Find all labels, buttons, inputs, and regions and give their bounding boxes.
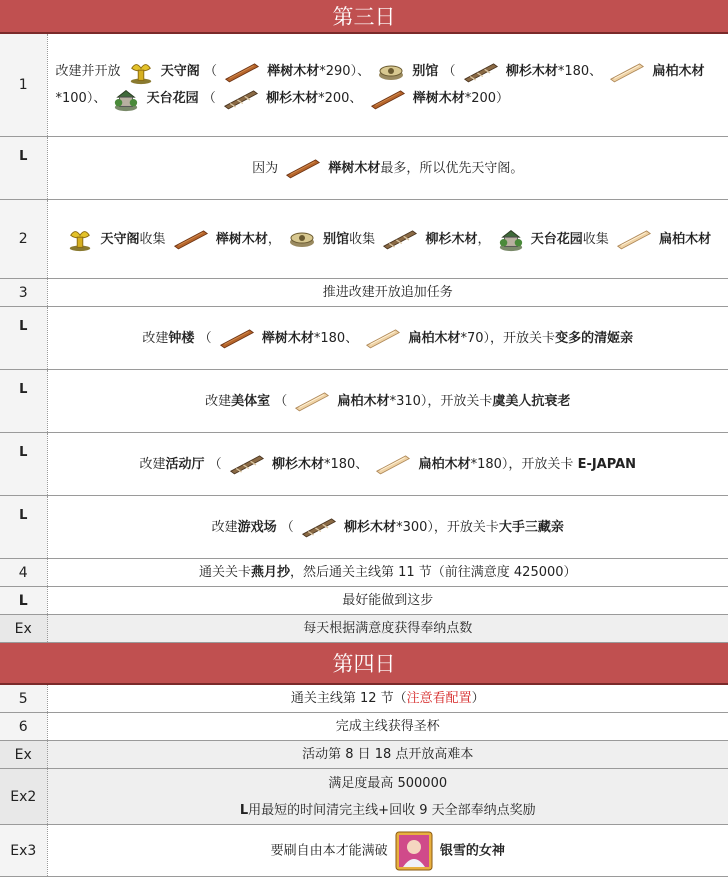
tenshukaku-icon [67,226,93,252]
row-index: Ex [0,741,47,769]
row-content: 改建活动厅 （ 柳杉木材*180、 扁柏木材*180），开放关卡 E-JAPAN [47,433,728,496]
annex-icon [377,62,405,82]
row-content: 改建并开放 天守阁 （ 榉树木材*290）、 别馆 （ 柳杉木材*180、 扁柏木材*100）、 天台花园 （ 柳杉木材*200、 榉树木材*200） [47,33,728,137]
zelkova-wood-icon [173,228,209,250]
row-index: 1 [0,33,47,137]
row-content: 改建美体室 （ 扁柏木材*310），开放关卡虞美人抗衰老 [47,370,728,433]
row-index: 3 [0,279,47,307]
row-index: L [0,370,47,433]
silver-snow-goddess-card-icon [395,831,433,871]
hinoki-wood-icon [365,327,401,349]
row-index: Ex2 [0,769,47,825]
row-content: 每天根据满意度获得奉纳点数 [47,615,728,643]
annex-icon [288,229,316,249]
row-content: 完成主线获得圣杯 [47,713,728,741]
row-content: 推进改建开放追加任务 [47,279,728,307]
row-index: L [0,307,47,370]
zelkova-wood-icon [285,157,321,179]
row-content: 最好能做到这步 [47,587,728,615]
row-index: 6 [0,713,47,741]
row-content: 天守阁收集 榉树木材， 别馆收集 柳杉木材， 天台花园收集 扁柏木材 [47,200,728,279]
tenshukaku-icon [128,59,154,85]
row-content: 活动第 8 日 18 点开放高难本 [47,741,728,769]
row-index: 2 [0,200,47,279]
cedar-wood-icon [229,453,265,475]
row-content: 改建游戏场 （ 柳杉木材*300），开放关卡大手三藏亲 [47,496,728,559]
row-content: 要刷自由本才能满破 银雪的女神 [47,825,728,877]
hinoki-wood-icon [375,453,411,475]
hinoki-wood-icon [609,61,645,83]
cedar-wood-icon [463,61,499,83]
hinoki-wood-icon [616,228,652,250]
cedar-wood-icon [223,88,259,110]
cedar-wood-icon [301,516,337,538]
row-content: 因为 榉树木材最多，所以优先天守阁。 [47,137,728,200]
row-index: Ex [0,615,47,643]
config-note: 注意看配置 [406,691,472,706]
row-content: 改建钟楼 （ 榉树木材*180、 扁柏木材*70），开放关卡变多的清姬亲 [47,307,728,370]
row-content: 满足度最高 500000 L用最短的时间清完主线+回收 9 天全部奉纳点奖励 [47,769,728,825]
row-index: L [0,496,47,559]
row-content: 通关关卡燕月抄，然后通关主线第 11 节（前往满意度 425000） [47,559,728,587]
roof-garden-icon [113,86,139,112]
day3-header: 第三日 [0,0,728,33]
zelkova-wood-icon [370,88,406,110]
row-index: 4 [0,559,47,587]
zelkova-wood-icon [219,327,255,349]
row-index: L [0,587,47,615]
row-index: L [0,433,47,496]
row-index: Ex3 [0,825,47,877]
row-content: 通关主线第 12 节（注意看配置） [47,684,728,713]
roof-garden-icon [498,226,524,252]
row-index: 5 [0,684,47,713]
cedar-wood-icon [382,228,418,250]
row-index: L [0,137,47,200]
zelkova-wood-icon [224,61,260,83]
day4-header: 第四日 [0,643,728,685]
hinoki-wood-icon [294,390,330,412]
